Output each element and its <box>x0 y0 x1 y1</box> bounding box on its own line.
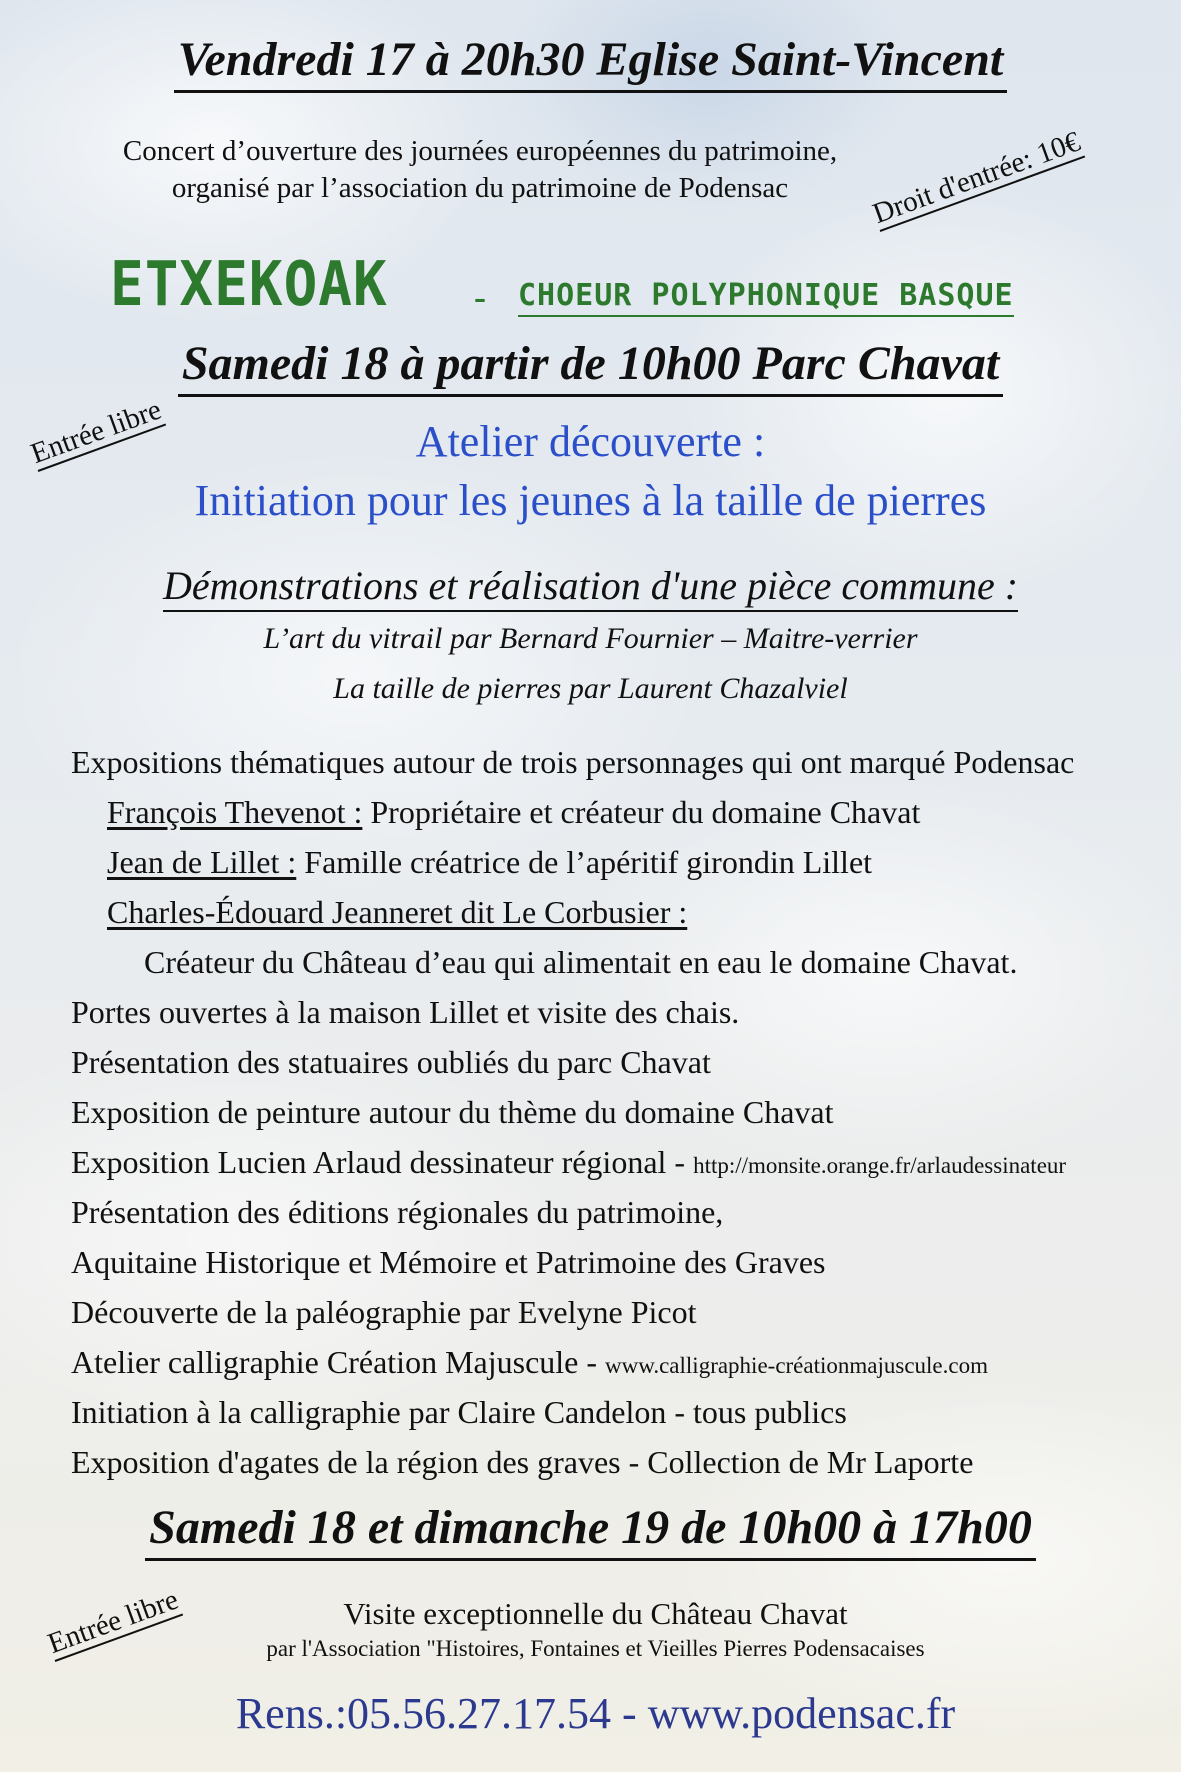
choir-dash: - <box>474 277 486 317</box>
demo-item-vitrail: L’art du vitrail par Bernard Fournier – Maitre-verrier <box>263 622 918 655</box>
workshop-line2: Initiation pour les jeunes à la taille de pierres <box>194 476 987 525</box>
activity-7: Découverte de la paléographie par Evelyne Picot <box>71 1294 697 1330</box>
activity-6: Aquitaine Historique et Mémoire et Patrimoine des Graves <box>71 1244 826 1280</box>
contact-info: Rens.:05.56.27.17.54 - www.podensac.fr <box>235 1689 956 1738</box>
corbusier-description: Créateur du Château d’eau qui alimentait en eau le domaine Chavat. <box>144 944 1018 980</box>
activity-4: Exposition Lucien Arlaud dessinateur régional - http://monsite.orange.fr/arlaudessinateur <box>71 1144 1067 1180</box>
concert-intro: Concert d’ouverture des journées européennes du patrimoine, organisé par l’association du patrimoine de Podensac <box>122 135 838 204</box>
entry-fee-stamp: Droit d'entrée: 10€ <box>868 125 1085 231</box>
free-entry-stamp-weekend: Entrée libre <box>43 1583 183 1661</box>
choir-name: ETXEKOAK <box>110 248 388 321</box>
saturday-heading: Samedi 18 à partir de 10h00 Parc Chavat <box>0 340 1181 388</box>
person-thevenot: François Thevenot : Propriétaire et créateur du domaine Chavat <box>107 794 921 830</box>
friday-heading: Vendredi 17 à 20h30 Eglise Saint-Vincent <box>0 36 1181 84</box>
activity-5: Présentation des éditions régionales du patrimoine, <box>71 1194 724 1230</box>
free-entry-stamp-saturday: Entrée libre <box>26 393 166 471</box>
arlaud-website: http://monsite.orange.fr/arlaudessinateur <box>693 1153 1067 1178</box>
activity-3: Exposition de peinture autour du thème du domaine Chavat <box>71 1094 834 1130</box>
visit-chateau: Visite exceptionnelle du Château Chavat <box>343 1596 848 1631</box>
visit-association: par l'Association "Histoires, Fontaines et Vieilles Pierres Podensacaises <box>266 1636 925 1661</box>
demonstrations-title: Démonstrations et réalisation d'une pièce commune : <box>0 562 1181 609</box>
activity-10: Exposition d'agates de la région des graves - Collection de Mr Laporte <box>71 1444 974 1480</box>
activity-9: Initiation à la calligraphie par Claire Candelon - tous publics <box>71 1394 847 1430</box>
workshop-line1: Atelier découverte : <box>415 417 766 466</box>
demo-item-pierres: La taille de pierres par Laurent Chazalviel <box>333 672 848 705</box>
expositions-intro: Expositions thématiques autour de trois personnages qui ont marqué Podensac <box>71 744 1075 780</box>
choir-description: CHOEUR POLYPHONIQUE BASQUE <box>518 278 1014 313</box>
activity-1: Portes ouvertes à la maison Lillet et visite des chais. <box>71 994 740 1030</box>
person-corbusier: Charles-Édouard Jeanneret dit Le Corbusier : <box>107 894 688 930</box>
calligraphie-website: www.calligraphie-créationmajuscule.com <box>605 1353 988 1378</box>
activity-8: Atelier calligraphie Création Majuscule - www.calligraphie-créationmajuscule.com <box>71 1344 988 1380</box>
weekend-heading: Samedi 18 et dimanche 19 de 10h00 à 17h00 <box>0 1504 1181 1552</box>
activity-2: Présentation des statuaires oubliés du parc Chavat <box>71 1044 711 1080</box>
person-lillet: Jean de Lillet : Famille créatrice de l’apéritif girondin Lillet <box>107 844 873 880</box>
